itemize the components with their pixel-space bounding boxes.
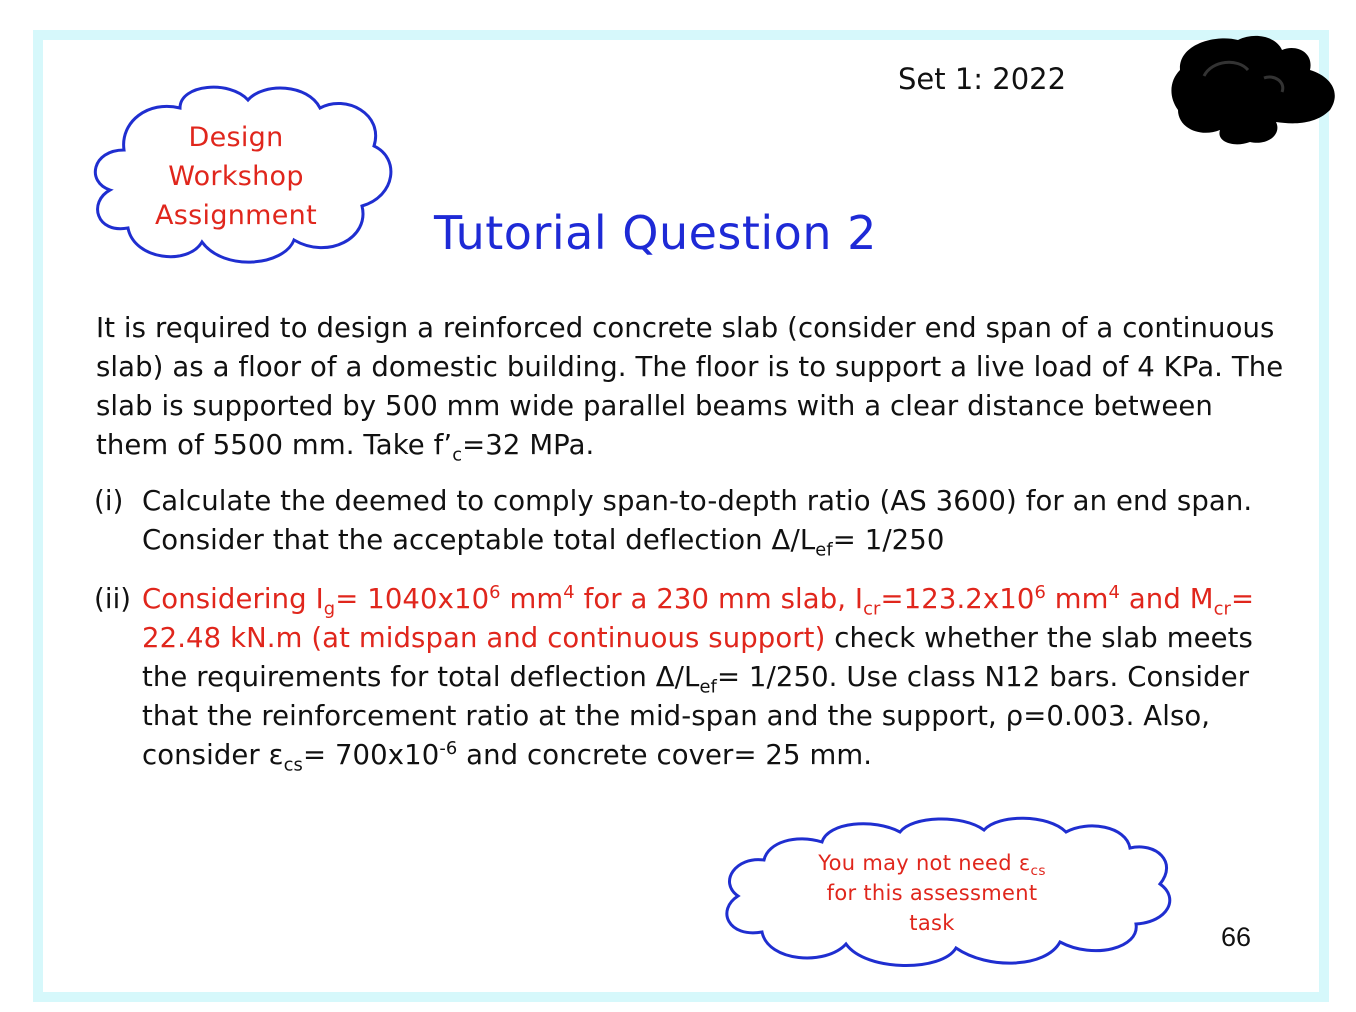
item-1-text-1: Calculate the deemed to comply span-to-depth ratio (AS 3600) for an end span. Consider that the acceptable total deflection Δ/L — [142, 485, 1253, 556]
item-2-r7-sub: cr — [1213, 598, 1231, 620]
item-2-b3-sup: -6 — [439, 738, 458, 760]
note-line-1 — [772, 848, 1092, 878]
set-label: Set 1: 2022 — [898, 62, 1067, 96]
item-1-body — [142, 482, 1282, 560]
item-2-r3-sup: 4 — [563, 582, 575, 604]
item-2-r5-sup: 6 — [1034, 582, 1046, 604]
item-2-r5: =123.2x10 — [880, 583, 1035, 615]
item-2-r7: and M — [1120, 583, 1214, 615]
note-line-1-sub: cs — [1030, 862, 1046, 879]
note-line-3: task — [909, 911, 955, 935]
item-2-b1-sub: ef — [699, 676, 717, 698]
note-line-1-text: You may not need ε — [818, 851, 1031, 875]
intro-sub-c: c — [452, 444, 463, 466]
page-title: Tutorial Question 2 — [434, 206, 877, 260]
assessment-note-text — [772, 848, 1092, 938]
item-2-r4: for a 230 mm slab, I — [574, 583, 864, 615]
design-workshop-cloud-text — [120, 118, 352, 235]
item-2-r1: Considering I — [142, 583, 324, 615]
item-2-b2: = 1/250. Use class N12 bars. Consider that the reinforcement ratio at the mid-span and the support, ρ=0.003. Also, consider ε — [142, 661, 1250, 771]
intro-text-2: =32 MPa. — [462, 429, 595, 461]
item-2-r6-sup: 4 — [1108, 582, 1121, 604]
item-2-b2-sub: cs — [283, 754, 303, 776]
page-number: 66 — [1221, 922, 1252, 952]
intro-text-1: It is required to design a reinforced concrete slab (consider end span of a continuous slab) as a floor of a domestic building. The floor is to support a live load of 4 KPa. The slab is supported by 500 mm wide parallel beams with a clear distance between them of 5500 mm. Take f’ — [96, 312, 1284, 461]
item-2-r2-sup: 6 — [489, 582, 501, 604]
item-2-r6: mm — [1045, 583, 1109, 615]
item-2-number: (ii) — [94, 583, 132, 615]
item-2-body — [142, 580, 1282, 775]
cloud-line-workshop: Workshop — [168, 161, 304, 192]
item-1-sub-ef: ef — [815, 539, 833, 561]
intro-paragraph — [96, 309, 1291, 465]
item-1-number: (i) — [94, 485, 124, 517]
item-1-text-2: = 1/250 — [832, 524, 945, 556]
item-2-r2: = 1040x10 — [335, 583, 490, 615]
item-2-b4: and concrete cover= 25 mm. — [457, 739, 873, 771]
cloud-line-assignment: Assignment — [155, 200, 317, 231]
item-2-r3: mm — [500, 583, 564, 615]
item-2-b3: = 700x10 — [302, 739, 440, 771]
logo-icon — [1164, 30, 1340, 150]
item-2-r1-sub: g — [323, 598, 336, 620]
question-item-2 — [94, 580, 1294, 780]
item-2-r8: = 22.48 kN.m (at midspan and continuous support) — [142, 583, 1255, 654]
item-2-r4-sub: cr — [863, 598, 881, 620]
question-item-1 — [94, 482, 1294, 562]
note-line-2: for this assessment — [826, 881, 1038, 905]
cloud-line-design: Design — [188, 122, 284, 153]
item-2-b1: check whether the slab meets the requirements for total deflection Δ/L — [142, 622, 1253, 693]
